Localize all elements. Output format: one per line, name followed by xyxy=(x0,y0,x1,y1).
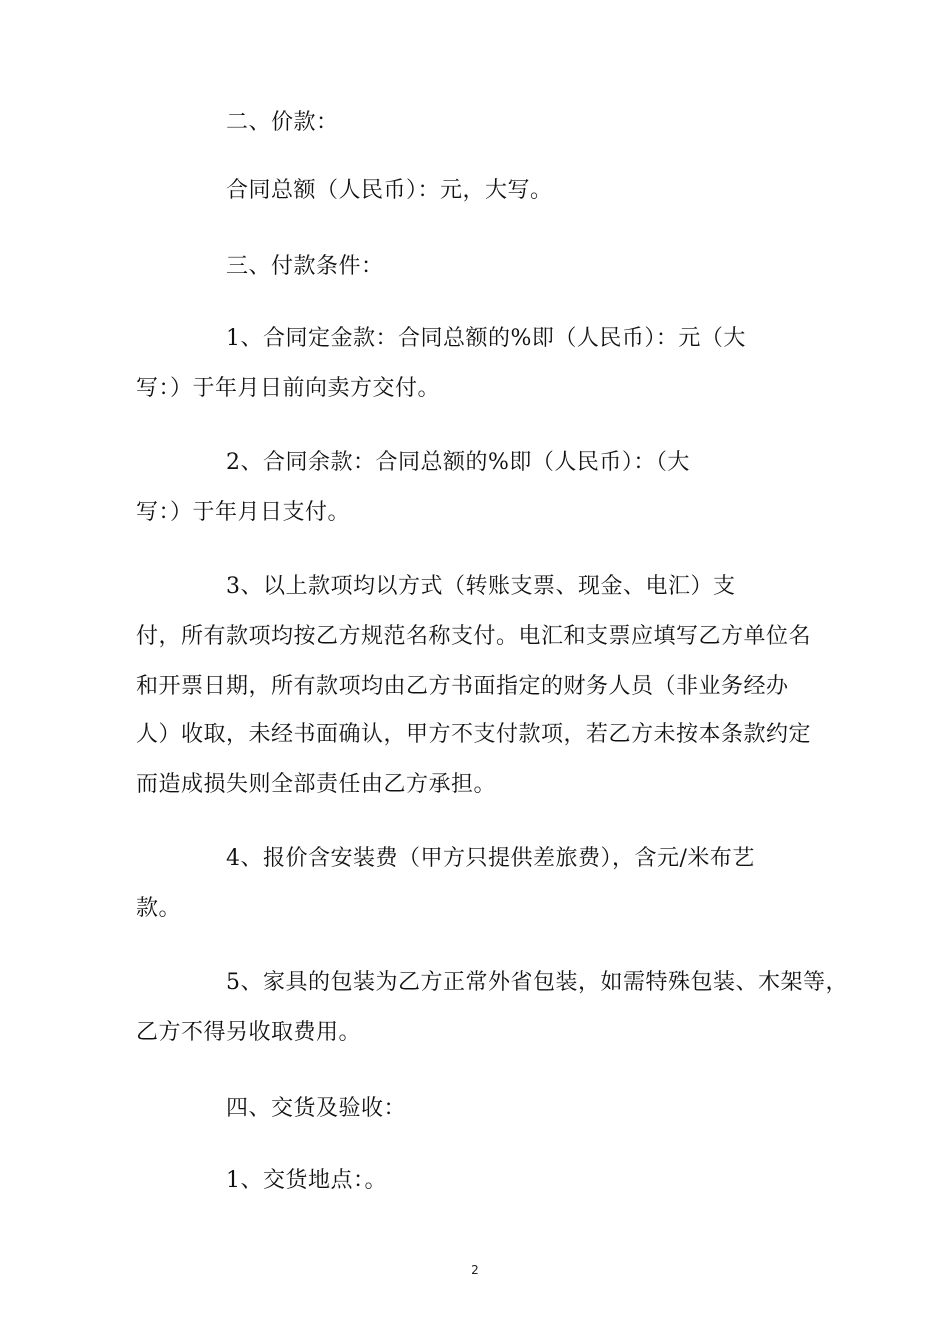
packaging-clause-line-2: 乙方不得另收取费用。 xyxy=(136,1020,362,1045)
section-heading-price: 二、价款： xyxy=(226,110,339,135)
balance-clause-line-1: 2、合同余款：合同总额的%即（人民币）：（大 xyxy=(226,450,690,475)
payment-method-line-3: 和开票日期，所有款项均由乙方书面指定的财务人员（非业务经办 xyxy=(136,674,789,699)
balance-clause-line-2: 写：）于年月日支付。 xyxy=(136,500,351,525)
delivery-location-line: 1、交货地点：。 xyxy=(226,1168,387,1193)
section-heading-delivery: 四、交货及验收： xyxy=(226,1096,407,1121)
installation-fee-line-2: 款。 xyxy=(136,896,182,921)
contract-total-line: 合同总额（人民币）：元，大写。 xyxy=(226,178,553,203)
deposit-clause-line-2: 写：）于年月日前向卖方交付。 xyxy=(136,376,441,401)
payment-method-line-5: 而造成损失则全部责任由乙方承担。 xyxy=(136,772,497,797)
installation-fee-line-1: 4、报价含安装费（甲方只提供差旅费），含元/米布艺 xyxy=(226,846,755,871)
payment-method-line-4: 人）收取，未经书面确认，甲方不支付款项，若乙方未按本条款约定 xyxy=(136,722,812,747)
section-heading-payment: 三、付款条件： xyxy=(226,254,384,279)
deposit-clause-line-1: 1、合同定金款：合同总额的%即（人民币）：元（大 xyxy=(226,326,746,351)
payment-method-line-1: 3、以上款项均以方式（转账支票、现金、电汇）支 xyxy=(226,574,736,599)
packaging-clause-line-1: 5、家具的包装为乙方正常外省包装，如需特殊包装、木架等， xyxy=(226,970,848,995)
payment-method-line-2: 付，所有款项均按乙方规范名称支付。电汇和支票应填写乙方单位名 xyxy=(136,624,812,649)
page-number: 2 xyxy=(471,1263,479,1277)
